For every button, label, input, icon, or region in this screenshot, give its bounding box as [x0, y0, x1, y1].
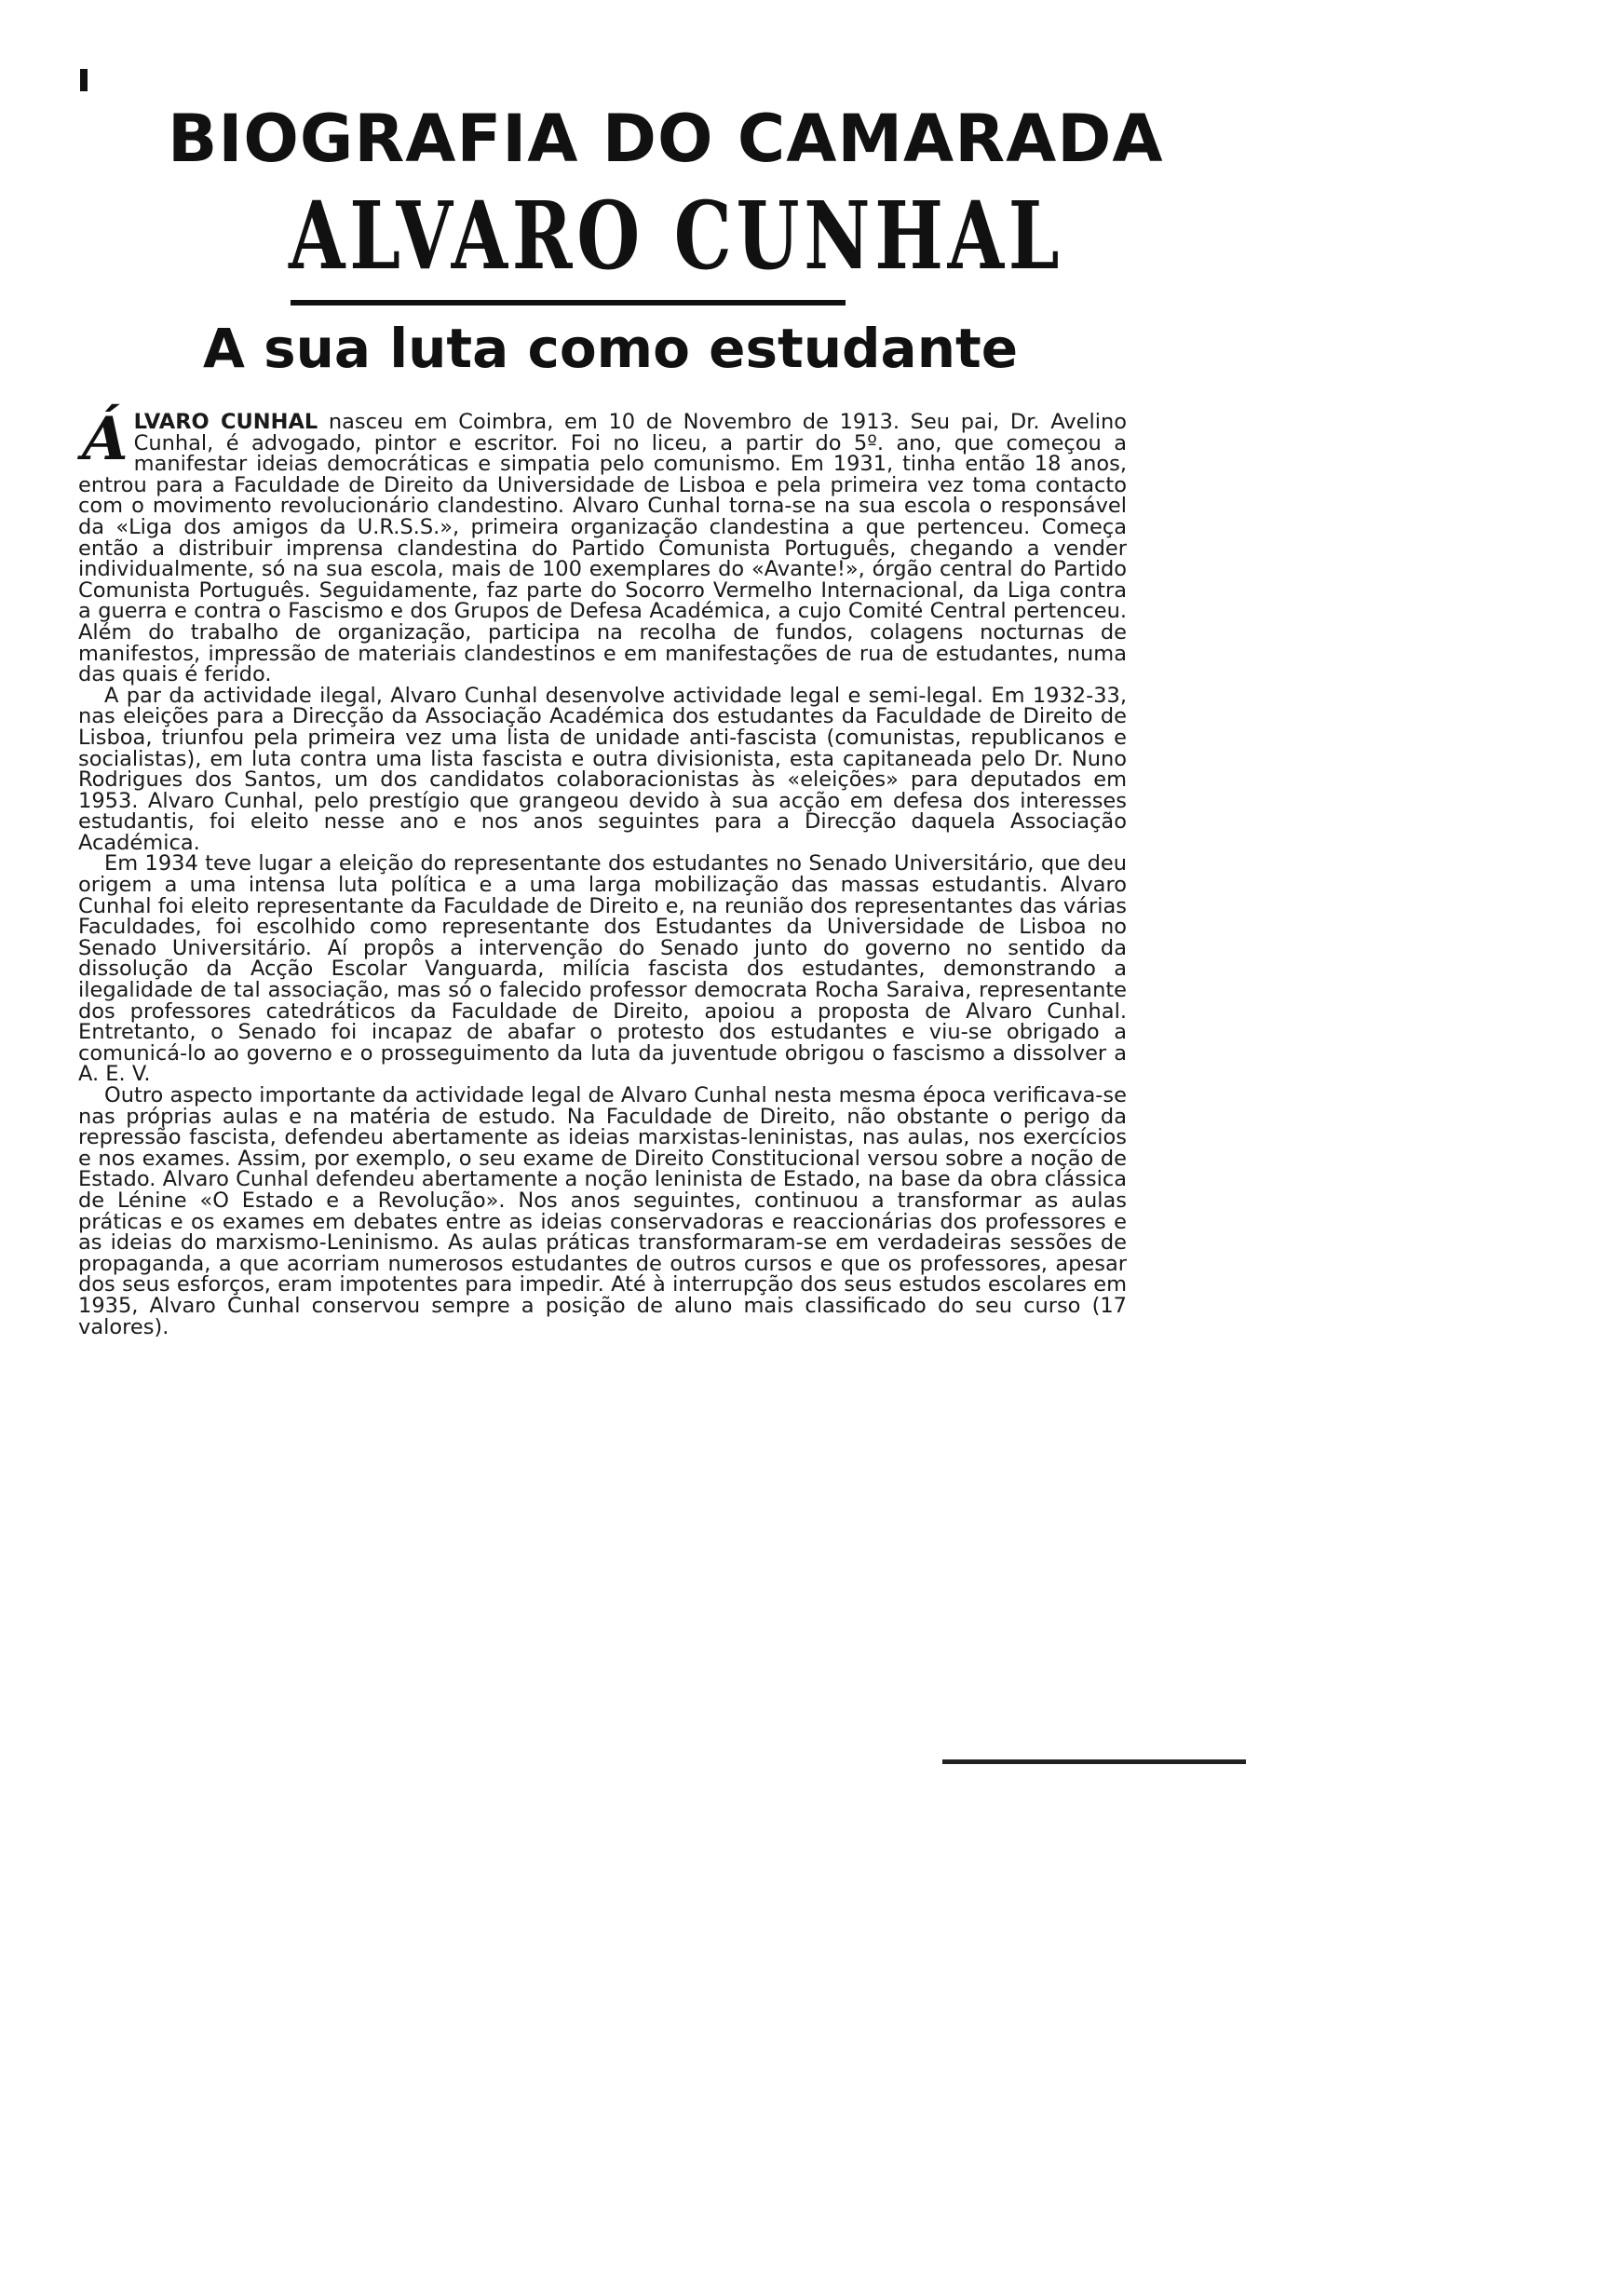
article-paragraph-2: A par da actividade ilegal, Alvaro Cunhal desenvolve actividade legal e semi-legal. Em 1932-33, nas eleições para a Direcção da Associação Académica dos estudantes da Faculdade de Direito de Lisboa, triunfou pela primeira vez uma lista de unidade anti-fascista (comunistas, republicanos e socialistas), em luta contra uma lista fascista e outra divisionista, esta capitaneada pelo Dr. Nuno Rodrigues dos Santos, um dos candidatos colaboracionistas às «eleições» para deputados em 1953. Alvaro Cunhal, pelo prestígio que grangeou devido à sua acção em defesa dos interesses estudantis, foi eleito nesse ano e nos anos seguintes para a Direcção daquela Associação Académica.: [78, 683, 1127, 855]
lead-words: LVARO CUNHAL: [133, 410, 318, 434]
article-body: [78, 404, 1127, 1339]
name-banner: ALVARO CUNHAL: [289, 181, 1064, 291]
corner-mark: [80, 69, 88, 91]
article-paragraph-4: Outro aspecto importante da actividade legal de Alvaro Cunhal nesta mesma época verificava-se nas próprias aulas e na matéria de estudo. Na Faculdade de Direito, não obstante o perigo da repressão fascista, defendeu abertamente as ideias marxistas-leninistas, nas aulas, nos exercícios e nos exames. Assim, por exemplo, o seu exame de Direito Constitucional versou sobre a noção de Estado. Alvaro Cunhal defendeu abertamente a noção leninista de Estado, na base da obra clássica de Lénine «O Estado e a Revolução». Nos anos seguintes, continuou a transformar as aulas práticas e os exames em debates entre as ideias conservadoras e reaccionárias dos professores e as ideias do marxismo-Leninismo. As aulas práticas transformaram-se em verdadeiras sessões de propaganda, a que acorriam numerosos estudantes de outros cursos e que os professores, apesar dos seus esforços, eram impotentes para impedir. Até à interrupção dos seus estudos escolares em 1935, Alvaro Cunhal conservou sempre a posição de aluno mais classificado do seu curso (17 valores).: [78, 1083, 1127, 1339]
name-underline: [291, 300, 846, 306]
drop-cap: Á: [82, 404, 129, 474]
paragraph-text: nasceu em Coimbra, em 10 de Novembro de 1913. Seu pai, Dr. Avelino Cunhal, é advogado, pintor e escritor. Foi no liceu, a partir do 5º. ano, que começou a manifestar ideias democráticas e simpatia pelo comunismo. Em 1931, tinha então 18 anos, entrou para a Faculdade de Direito da Universidade de Lisboa e pela primeira vez toma contacto com o movimento revolucionário clandestino. Alvaro Cunhal torna-se na sua escola o responsável da «Liga dos amigos da U.R.S.S.», primeira organização clandestina a que pertenceu. Começa então a distribuir imprensa clandestina do Partido Comunista Português, chegando a vender individualmente, só na sua escola, mais de 100 exemplares do «Avante!», órgão central do Partido Comunista Português. Seguidamente, faz parte do Socorro Vermelho Internacional, da Liga contra a guerra e contra o Fascismo e dos Grupos de Defesa Académica, a cujo Comité Central pertenceu. Além do trabalho de organização, participa na recolha de fundos, colagens nocturnas de manifestos, impressão de materiais clandestinos e em manifestações de rua de estudantes, numa das quais é ferido.: [78, 410, 1127, 687]
end-rule: [942, 1759, 1246, 1764]
headline: BIOGRAFIA DO CAMARADA: [168, 101, 1164, 177]
subheadline: A sua luta como estudante: [203, 317, 1019, 380]
article-paragraph-1: [78, 404, 1127, 687]
article-paragraph-3: Em 1934 teve lugar a eleição do representante dos estudantes no Senado Universitário, que deu origem a uma intensa luta política e a uma larga mobilização das massas estudantis. Alvaro Cunhal foi eleito representante da Faculdade de Direito e, na reunião dos representantes das várias Faculdades, foi escolhido como representante dos Estudantes da Universidade de Lisboa no Senado Universitário. Aí propôs a intervenção do Senado junto do governo no sentido da dissolução da Acção Escolar Vanguarda, milícia fascista dos estudantes, demonstrando a ilegalidade de tal associação, mas só o falecido professor democrata Rocha Saraiva, representante dos professores catedráticos da Faculdade de Direito, apoiou a proposta de Alvaro Cunhal. Entretanto, o Senado foi incapaz de abafar o protesto dos estudantes e viu-se obrigado a comunicá-lo ao governo e o prosseguimento da luta da juventude obrigou o fascismo a dissolver a A. E. V.: [78, 851, 1127, 1087]
